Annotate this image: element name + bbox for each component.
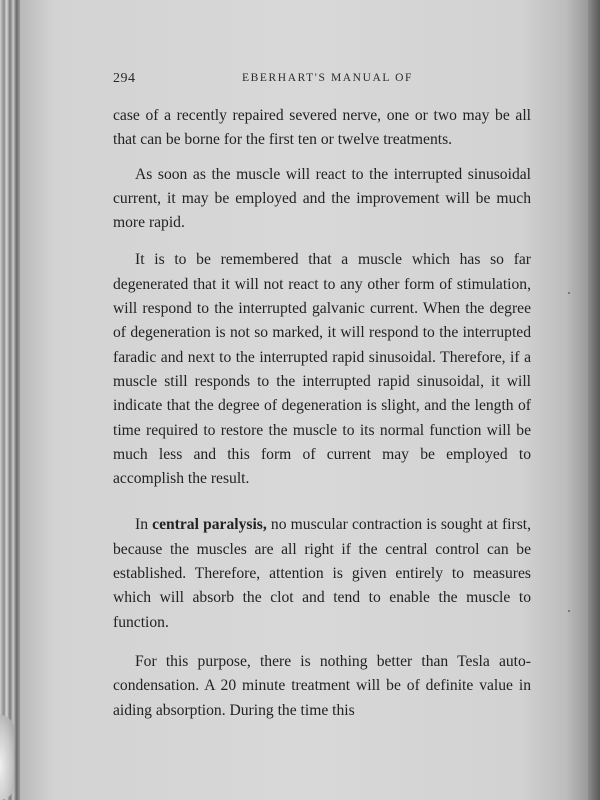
holding-thumb: [0, 715, 14, 800]
paragraph-central-paralysis: [113, 513, 531, 634]
bold-term: central paralysis,: [152, 516, 267, 534]
page-number: 294: [113, 71, 136, 86]
book-page-edges: [0, 0, 22, 800]
body-text: [113, 104, 531, 740]
paragraph-prefix: In: [135, 516, 153, 534]
paragraph-body: no muscular contraction is sought at first, because the muscles are all right if the central control can be established. Therefore, attention is given entirely to measures which will absorb the clot and tend to enable the muscle to function.: [113, 516, 532, 631]
paper-speck: [568, 292, 570, 294]
paragraph: It is to be remembered that a muscle which has so far degenerated that it will not react to any other form of stimulation, will respond to the interrupted galvanic current. When the degree of degeneration is not so marked, it will respond to the interrupted faradic and next to the interrupted rapid sinusoidal. Therefore, if a muscle still responds to the interrupted rapid sinusoidal, it will indicate that the degree of degeneration is slight, and the length of time required to restore the muscle to its normal function will be much less and this form of current may be employed to accomplish the result.: [113, 251, 531, 488]
page-shadow: [588, 0, 600, 800]
running-header: EBERHART'S MANUAL OF: [242, 72, 413, 84]
paragraph-continued: case of a recently repaired severed nerve, one or two may be all that can be borne for the first ten or twelve treatments.: [113, 107, 531, 149]
paragraph: For this purpose, there is nothing better than Tesla auto-condensation. A 20 minute treatment will be of definite value in aiding absorption. During the time this: [113, 652, 531, 719]
paper-speck: [568, 610, 570, 612]
paragraph: As soon as the muscle will react to the interrupted sinusoidal current, it may be employed and the improvement will be much more rapid.: [113, 165, 531, 232]
